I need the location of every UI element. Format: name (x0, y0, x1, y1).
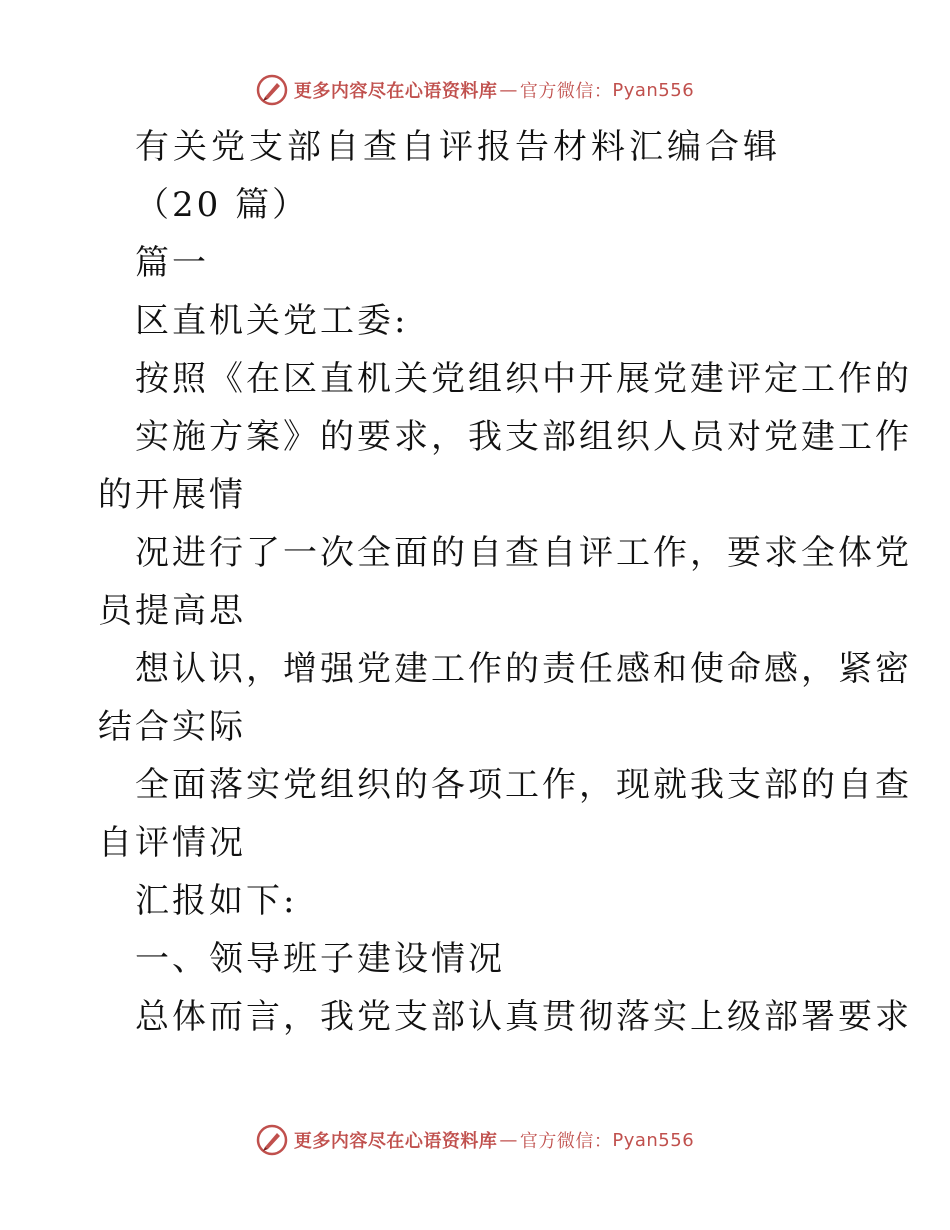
paragraph-line: 自评情况 (98, 823, 246, 863)
banner-brand-text: 更多内容尽在心语资料库 (293, 1131, 498, 1152)
pen-logo-icon (256, 1124, 288, 1156)
banner-brand-text: 更多内容尽在心语资料库 (293, 81, 498, 102)
paragraph-line: 结合实际 (98, 707, 246, 747)
document-title: 有关党支部自查自评报告材料汇编合辑 (135, 127, 781, 167)
banner-wechat-id: Pyan556 (612, 79, 695, 101)
paragraph-line: 的开展情 (98, 475, 246, 515)
pen-logo-icon (256, 74, 288, 106)
header-watermark-banner (0, 70, 950, 110)
footer-watermark-banner (0, 1120, 950, 1160)
section-heading: 篇一 (135, 243, 209, 283)
paragraph-line: 想认识，增强党建工作的责任感和使命感，紧密 (135, 649, 912, 689)
paragraph-line: 况进行了一次全面的自查自评工作，要求全体党 (135, 533, 912, 573)
document-subtitle: （20 篇） (135, 185, 310, 225)
section-heading-leadership: 一、领导班子建设情况 (135, 939, 505, 979)
salutation: 区直机关党工委: (135, 301, 409, 341)
banner-separator: — (499, 79, 518, 101)
paragraph-line: 按照《在区直机关党组织中开展党建评定工作的 (135, 359, 912, 399)
banner-wechat-label: 官方微信： (519, 81, 613, 102)
paragraph-line: 实施方案》的要求，我支部组织人员对党建工作 (135, 417, 912, 457)
banner-separator: — (499, 1129, 518, 1151)
banner-wechat-label: 官方微信： (519, 1131, 613, 1152)
paragraph-line: 员提高思 (98, 591, 246, 631)
document-body (98, 118, 912, 1046)
paragraph-line: 总体而言，我党支部认真贯彻落实上级部署要求 (135, 997, 912, 1037)
paragraph-line: 全面落实党组织的各项工作，现就我支部的自查 (135, 765, 912, 805)
banner-wechat-id: Pyan556 (612, 1129, 695, 1151)
paragraph-line: 汇报如下: (135, 881, 298, 921)
